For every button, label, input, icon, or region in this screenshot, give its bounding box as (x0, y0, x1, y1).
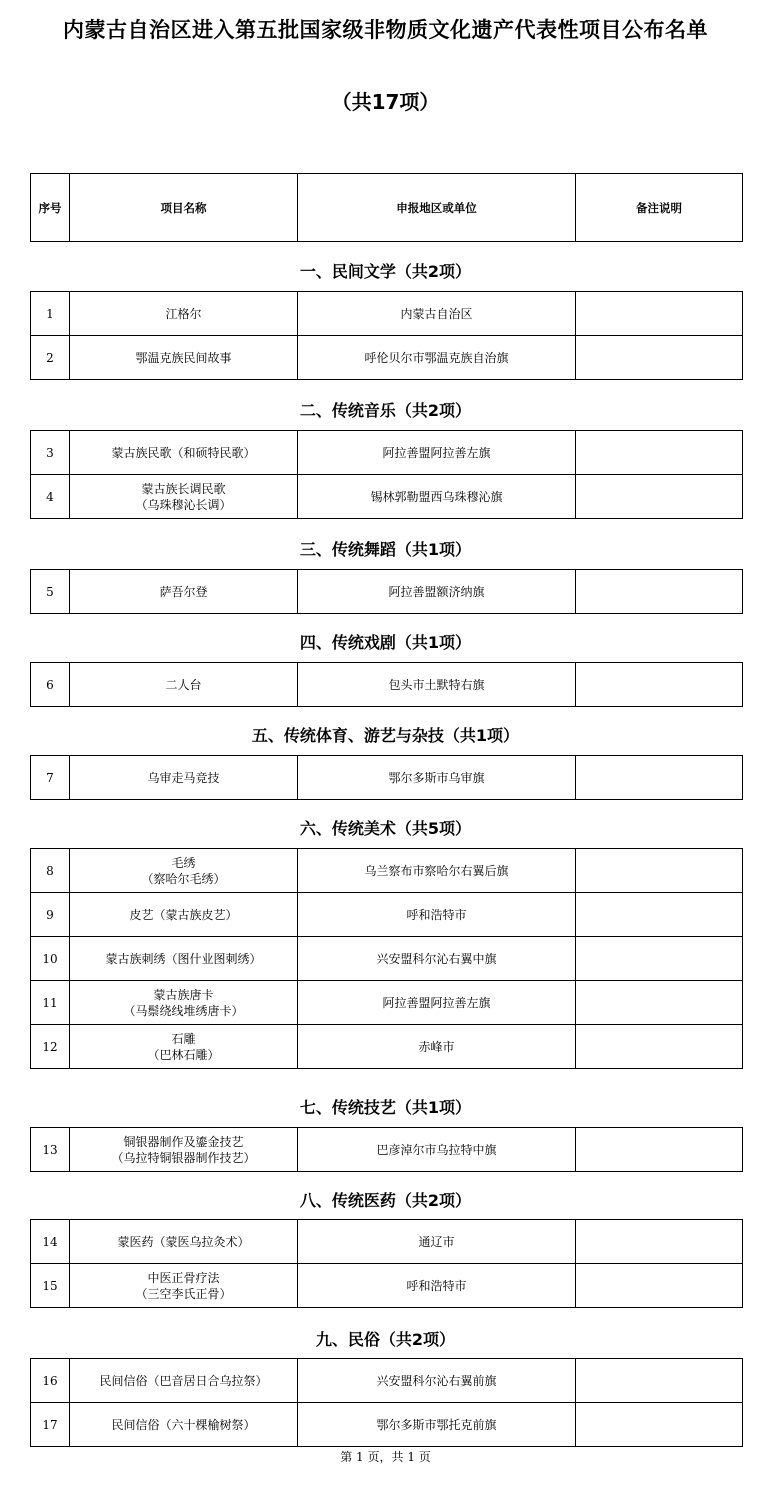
project-name-cell (70, 1403, 298, 1447)
section-table (30, 291, 743, 380)
region-cell: 兴安盟科尔沁右翼前旗 (298, 1359, 576, 1403)
notes-cell (576, 756, 743, 800)
project-name-cell (70, 1128, 298, 1172)
section-title: 二、传统音乐（共2项） (299, 401, 472, 420)
project-name-line: 民间信俗（巴音居日合乌拉祭） (99, 1373, 268, 1388)
section-table (30, 662, 743, 707)
region-cell: 阿拉善盟阿拉善左旗 (298, 431, 576, 475)
project-name-line: 蒙医药（蒙医乌拉灸术） (117, 1234, 250, 1249)
table-row (31, 336, 743, 380)
section-title: 一、民间文学（共2项） (299, 262, 472, 281)
table-row (31, 1128, 743, 1172)
notes-cell (576, 663, 743, 707)
row-number: 13 (31, 1128, 70, 1172)
table-row (31, 849, 743, 893)
region-cell: 阿拉善盟额济纳旗 (298, 570, 576, 614)
project-name-cell (70, 1264, 298, 1308)
row-number: 8 (31, 849, 70, 893)
table-row (31, 981, 743, 1025)
project-name-cell (70, 663, 298, 707)
section-title: 七、传统技艺（共1项） (299, 1098, 472, 1117)
project-name-cell (70, 1359, 298, 1403)
table-row (31, 937, 743, 981)
region-cell: 锡林郭勒盟西乌珠穆沁旗 (298, 475, 576, 519)
project-name-line: 蒙古族刺绣（图什业图刺绣） (105, 951, 262, 966)
row-number: 16 (31, 1359, 70, 1403)
project-name-cell (70, 292, 298, 336)
section-table (30, 848, 743, 1069)
table-row (31, 663, 743, 707)
table-row (31, 1220, 743, 1264)
project-name-cell (70, 1025, 298, 1069)
notes-cell (576, 292, 743, 336)
region-cell: 赤峰市 (298, 1025, 576, 1069)
project-name-line: 铜银器制作及鎏金技艺 (123, 1134, 244, 1149)
project-name-cell (70, 336, 298, 380)
row-number: 10 (31, 937, 70, 981)
project-name-line: （乌珠穆沁长调） (135, 497, 232, 512)
page-footer: 第 1 页，共 1 页 (340, 1450, 431, 1464)
notes-cell (576, 849, 743, 893)
project-name-line: 毛绣 (171, 855, 196, 870)
project-name-line: 蒙古族长调民歌 (141, 481, 226, 496)
project-name-cell (70, 756, 298, 800)
table-row (31, 431, 743, 475)
region-cell: 鄂尔多斯市乌审旗 (298, 756, 576, 800)
project-name-cell (70, 893, 298, 937)
notes-cell (576, 1025, 743, 1069)
project-name-line: 蒙古族唐卡 (153, 987, 214, 1002)
notes-cell (576, 893, 743, 937)
row-number: 7 (31, 756, 70, 800)
section-title: 六、传统美术（共5项） (299, 819, 472, 838)
project-name-line: （三空李氏正骨） (135, 1286, 232, 1301)
project-name-cell (70, 570, 298, 614)
project-name-cell (70, 431, 298, 475)
table-row (31, 292, 743, 336)
region-cell: 呼伦贝尔市鄂温克族自治旗 (298, 336, 576, 380)
header-no: 序号 (31, 174, 70, 242)
project-name-line: 乌审走马竞技 (147, 770, 220, 785)
region-cell: 呼和浩特市 (298, 893, 576, 937)
project-name-cell (70, 981, 298, 1025)
row-number: 15 (31, 1264, 70, 1308)
table-row (31, 1359, 743, 1403)
region-cell: 巴彦淖尔市乌拉特中旗 (298, 1128, 576, 1172)
section-title: 九、民俗（共2项） (315, 1330, 456, 1349)
region-cell: 包头市土默特右旗 (298, 663, 576, 707)
row-number: 6 (31, 663, 70, 707)
table-header (30, 173, 743, 242)
project-name-line: 萨吾尔登 (159, 584, 208, 599)
notes-cell (576, 981, 743, 1025)
section-title: 四、传统戏剧（共1项） (299, 633, 472, 652)
row-number: 14 (31, 1220, 70, 1264)
table-row (31, 1264, 743, 1308)
project-name-cell (70, 1220, 298, 1264)
project-name-line: 石雕 (171, 1031, 196, 1046)
region-cell: 乌兰察布市察哈尔右翼后旗 (298, 849, 576, 893)
project-name-line: 二人台 (165, 677, 202, 692)
section-table (30, 1358, 743, 1447)
project-name-line: 江格尔 (165, 306, 202, 321)
section-table (30, 430, 743, 519)
table-row (31, 1403, 743, 1447)
notes-cell (576, 937, 743, 981)
notes-cell (576, 1128, 743, 1172)
row-number: 5 (31, 570, 70, 614)
region-cell: 通辽市 (298, 1220, 576, 1264)
section-table (30, 1127, 743, 1172)
row-number: 9 (31, 893, 70, 937)
region-cell: 内蒙古自治区 (298, 292, 576, 336)
header-region: 申报地区或单位 (298, 174, 576, 242)
section-table (30, 755, 743, 800)
region-cell: 兴安盟科尔沁右翼中旗 (298, 937, 576, 981)
project-name-line: （马鬃绕线堆绣唐卡） (123, 1003, 244, 1018)
row-number: 12 (31, 1025, 70, 1069)
notes-cell (576, 570, 743, 614)
project-name-line: 蒙古族民歌（和硕特民歌） (111, 445, 256, 460)
project-name-line: 中医正骨疗法 (147, 1270, 220, 1285)
notes-cell (576, 1220, 743, 1264)
row-number: 4 (31, 475, 70, 519)
region-cell: 呼和浩特市 (298, 1264, 576, 1308)
section-table (30, 569, 743, 614)
section-title: 八、传统医药（共2项） (299, 1191, 472, 1210)
table-row (31, 893, 743, 937)
table-row (31, 475, 743, 519)
header-notes: 备注说明 (576, 174, 743, 242)
notes-cell (576, 431, 743, 475)
project-name-line: 民间信俗（六十棵榆树祭） (111, 1417, 256, 1432)
notes-cell (576, 1359, 743, 1403)
header-name: 项目名称 (70, 174, 298, 242)
notes-cell (576, 1264, 743, 1308)
table-row (31, 756, 743, 800)
project-name-line: （乌拉特铜银器制作技艺） (111, 1150, 256, 1165)
table-row (31, 1025, 743, 1069)
project-name-line: （巴林石雕） (147, 1047, 220, 1062)
row-number: 2 (31, 336, 70, 380)
row-number: 1 (31, 292, 70, 336)
row-number: 17 (31, 1403, 70, 1447)
page-title: 内蒙古自治区进入第五批国家级非物质文化遗产代表性项目公布名单 (63, 18, 708, 42)
section-table (30, 1219, 743, 1308)
section-title: 三、传统舞蹈（共1项） (299, 540, 472, 559)
notes-cell (576, 475, 743, 519)
notes-cell (576, 1403, 743, 1447)
notes-cell (576, 336, 743, 380)
page-subtitle: （共17项） (331, 90, 440, 114)
project-name-cell (70, 849, 298, 893)
table-row (31, 570, 743, 614)
row-number: 3 (31, 431, 70, 475)
project-name-cell (70, 937, 298, 981)
project-name-cell (70, 475, 298, 519)
region-cell: 阿拉善盟阿拉善左旗 (298, 981, 576, 1025)
project-name-line: 皮艺（蒙古族皮艺） (129, 907, 238, 922)
project-name-line: （察哈尔毛绣） (141, 871, 226, 886)
region-cell: 鄂尔多斯市鄂托克前旗 (298, 1403, 576, 1447)
project-name-line: 鄂温克族民间故事 (135, 350, 232, 365)
section-title: 五、传统体育、游艺与杂技（共1项） (251, 726, 520, 745)
row-number: 11 (31, 981, 70, 1025)
